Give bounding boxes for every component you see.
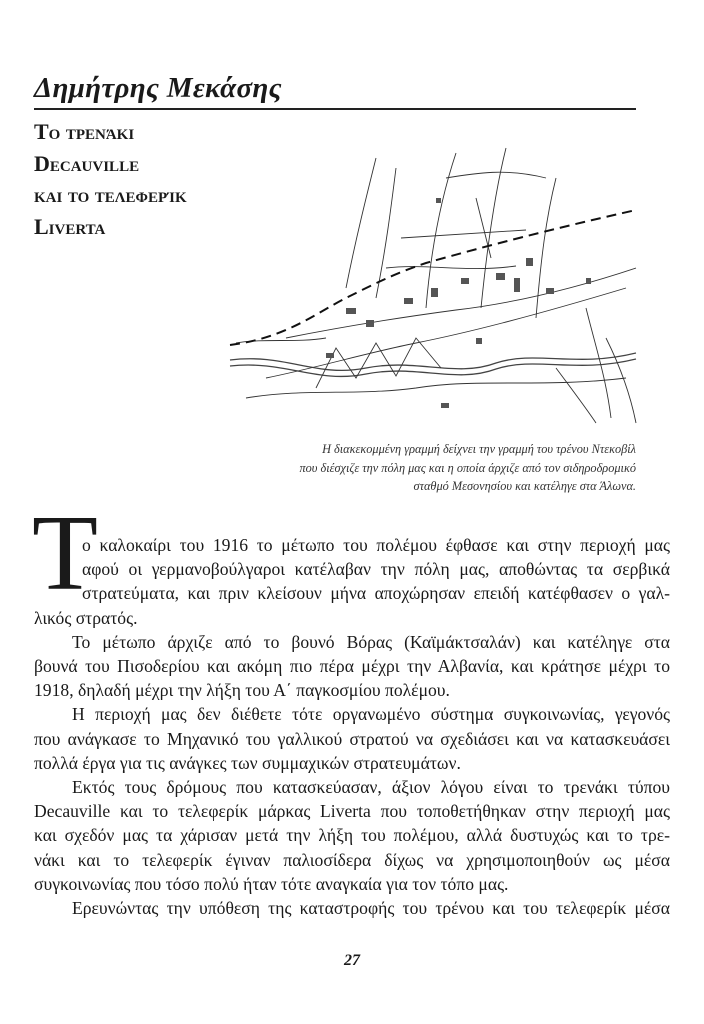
body-line: πολλά έργα για τις ανάγκες των συμμαχικών στρατευμάτων. xyxy=(34,752,461,773)
town-map-image xyxy=(226,138,646,428)
map-streets xyxy=(236,148,636,423)
title-line: Το τρενάκι xyxy=(34,119,135,144)
title-line: Decauville xyxy=(34,150,140,176)
body-line: που ανάγκασε το Μηχανικό του γαλλικού στρατού να σχεδιάσει και να κατασκευάσει xyxy=(34,728,670,749)
drop-cap: Τ xyxy=(32,494,98,613)
map-caption xyxy=(216,440,636,496)
author-name: Δημήτρης Μεκάσης xyxy=(34,72,282,104)
title-line: και το τελεφερίκ xyxy=(34,182,187,207)
article-title xyxy=(34,116,187,242)
body-line: και σχεδόν μας τα χάρισαν μετά την λήξη του πολέμου, αλλά δυστυχώς και το τρε- xyxy=(34,825,670,846)
caption-line: που διέσχιζε την πόλη μας και η οποία άρχιζε από τον σιδηροδρομικό xyxy=(299,460,636,475)
body-line: λικός στρατός. xyxy=(34,607,138,628)
body-line: Decauville και το τελεφερίκ μάρκας Liverta που τοποθετήθηκαν στην περιοχή μας xyxy=(34,801,670,822)
body-line: 1918, δηλαδή μέχρι την λήξη του Α΄ παγκοσμίου πολέμου. xyxy=(34,680,450,701)
body-line: Ερευνώντας την υπόθεση της καταστροφής του τρένου και του τελεφερίκ μέσα xyxy=(72,898,670,919)
page-number: 27 xyxy=(344,952,360,969)
body-line: βουνά του Πισοδερίου και ακόμη πιο πέρα μέχρι την Αλβανία, και κράτησε μέχρι το xyxy=(34,656,670,677)
body-line: νάκι και το τελεφερίκ έγιναν παλιοσίδερα δίχως να χρησιμοποιηθούν ως μέσα xyxy=(34,849,670,870)
caption-line: Η διακεκομμένη γραμμή δείχνει την γραμμή του τρένου Ντεκοβίλ xyxy=(322,442,636,456)
railway-dashed-line xyxy=(230,210,636,345)
title-line: Liverta xyxy=(34,213,106,239)
article-body xyxy=(34,533,670,920)
body-line: ο καλοκαίρι του 1916 το μέτωπο του πολέμου έφθασε και στην περιοχή μας xyxy=(82,535,670,555)
body-line: Η περιοχή μας δεν διέθετε τότε οργανωμένο σύστημα συγκοινωνίας, γεγονός xyxy=(72,704,670,725)
body-line: Εκτός τους δρόμους που κατασκεύασαν, άξιον λόγου είναι το τρενάκι τύπου xyxy=(72,777,670,798)
header-rule xyxy=(34,108,636,110)
body-line: στρατεύματα, και πριν κλείσουν μήνα αποχώρησαν επειδή κατέφθασεν ο γαλ- xyxy=(82,583,670,604)
caption-line: σταθμό Μεσονησίου και κατέληγε στα Άλωνα. xyxy=(413,479,636,493)
body-line: Το μέτωπο άρχιζε από το βουνό Βόρας (Καϊμάκτσαλάν) και κατέληγε στα xyxy=(72,631,670,652)
body-line: συγκοινωνίας που τόσο πολύ ήταν τότε αναγκαία για τον τόπο μας. xyxy=(34,873,509,894)
body-line: αφού οι γερμανοβούλγαροι κατέλαβαν την πόλη μας, αποθώντας τα σερβικά xyxy=(82,559,670,580)
